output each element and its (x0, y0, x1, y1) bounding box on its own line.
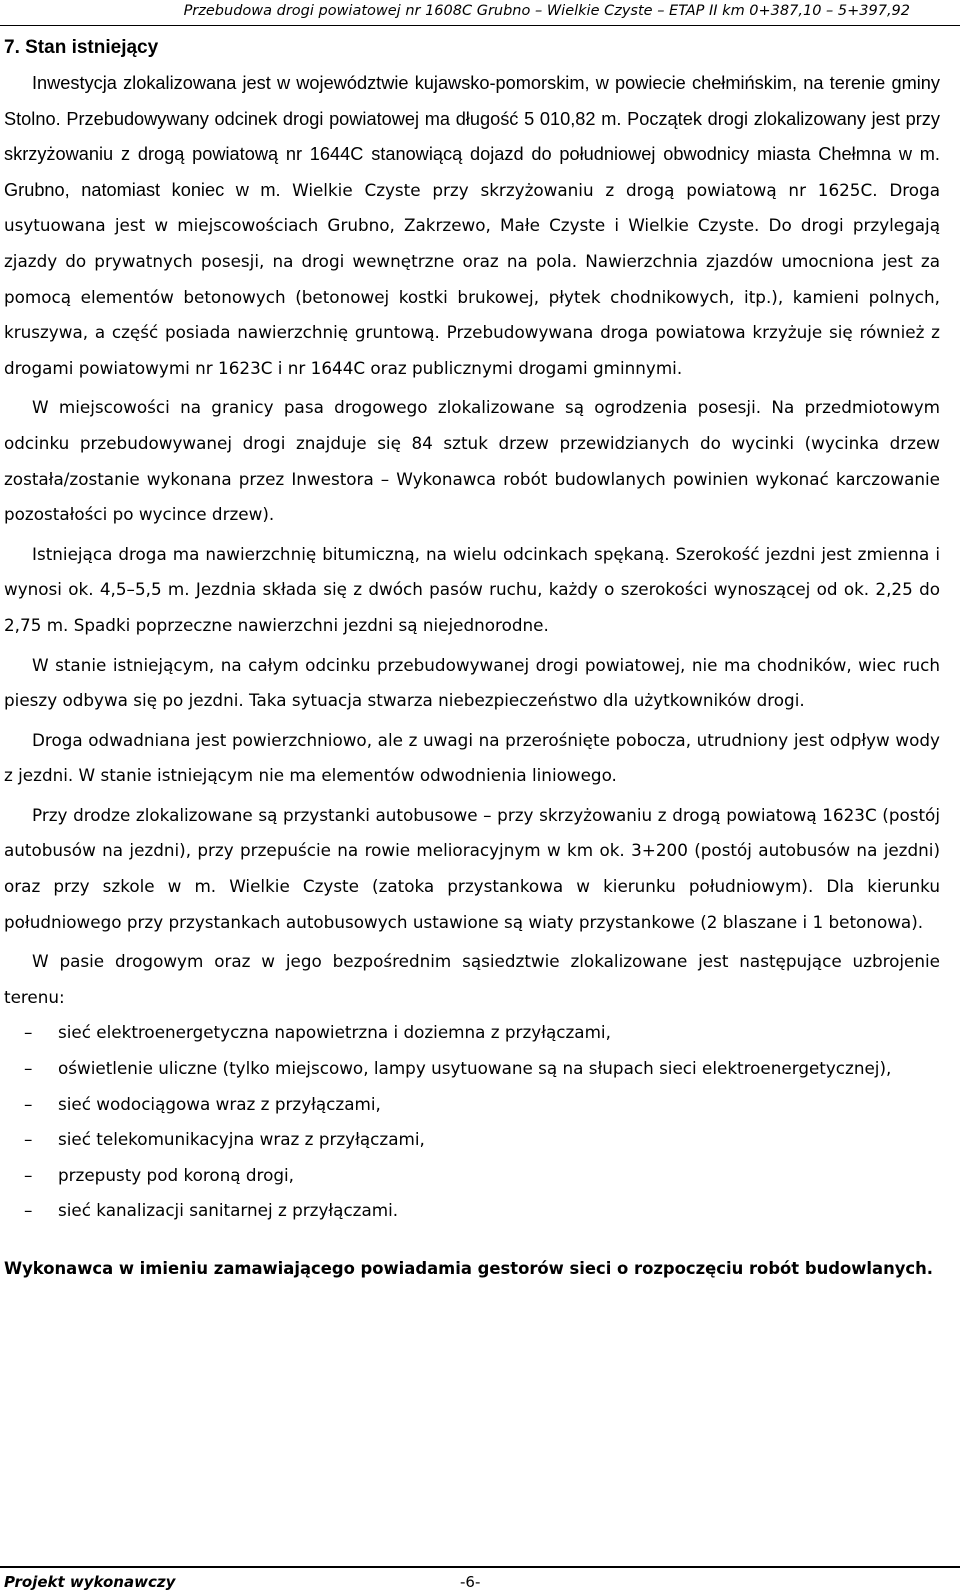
page-number: -6- (460, 1573, 481, 1591)
dash-marker: – (24, 1200, 33, 1221)
page-footer (0, 1566, 960, 1596)
list-item (4, 1087, 940, 1123)
paragraph-location-continued: Wielkie Czyste przy skrzyżowaniu z drogą powiatową nr 1625C. Droga usytuowana jest w miejscowościach Grubno, Zakrzewo, Małe Czyste i Wielkie Czyste. Do drogi przylegają zjazdy do prywatnych posesji, na drogi wewnętrzne oraz na pola. Nawierzchnia zjazdów umocniona jest za pomocą elementów betonowych (betonowej kostki brukowej, płytek chodnikowych, itp.), kamieni polnych, kruszywa, a część posiada nawierzchnię gruntową. Przebudowywana droga powiatowa krzyżuje się również z drogami powiatowymi nr 1623C i nr 1644C oraz publicznymi drogami gminnymi. (4, 179, 940, 378)
running-header (0, 0, 960, 26)
paragraph-fences-trees: W miejscowości na granicy pasa drogowego zlokalizowane są ogrodzenia posesji. Na przedmiotowym odcinku przebudowywanej drogi znajduje się 84 sztuk drzew przewidzianych do wycinki (wycinka drzew została/zostanie wykonana przez Inwestora – Wykonawca robót budowlanych powinien wykonać karczowanie pozostałości po wycince drzew). (4, 397, 940, 525)
dash-marker: – (24, 1093, 33, 1114)
contractor-note: Wykonawca w imieniu zamawiającego powiadamia gestorów sieci o rozpoczęciu robót budowlanych. (4, 1259, 934, 1278)
list-item (4, 1122, 940, 1158)
footer-project-label: Projekt wykonawczy (4, 1573, 176, 1591)
list-item-text: sieć kanalizacji sanitarnej z przyłączami. (58, 1200, 399, 1221)
list-item-text: sieć elektroenergetyczna napowietrzna i doziemna z przyłączami, (58, 1022, 611, 1043)
dash-marker: – (24, 1022, 33, 1043)
list-item-text: oświetlenie uliczne (tylko miejscowo, lampy usytuowane są na słupach sieci elektroenergetycznej), (58, 1058, 892, 1079)
utilities-list (4, 1015, 940, 1229)
dash-marker: – (24, 1058, 33, 1079)
paragraph-sidewalks: W stanie istniejącym, na całym odcinku przebudowywanej drogi powiatowej, nie ma chodników, wiec ruch pieszy odbywa się po jezdni. Taka sytuacja stwarza niebezpieczeństwo dla użytkowników drogi. (4, 654, 940, 711)
paragraph-location (4, 66, 940, 386)
list-item (4, 1051, 940, 1087)
list-item (4, 1193, 940, 1229)
list-item-text: przepusty pod koroną drogi, (58, 1164, 295, 1185)
section-title: 7. Stan istniejący (4, 37, 159, 58)
paragraph-bus-stops: Przy drodze zlokalizowane są przystanki autobusowe – przy skrzyżowaniu z drogą powiatową 1623C (postój autobusów na jezdni), przy przepuście na rowie melioracyjnym w km ok. 3+200 (postój autobusów na jezdni) oraz przy szkole w m. Wielkie Czyste (zatoka przystankowa w kierunku południowym). Dla kierunku południowego przy przystankach autobusowych ustawione są wiaty przystankowe (2 blaszane i 1 betonowa). (4, 804, 940, 932)
paragraph-surface: Istniejąca droga ma nawierzchnię bitumiczną, na wielu odcinkach spękaną. Szerokość jezdni jest zmienna i wynosi ok. 4,5–5,5 m. Jezdnia składa się z dwóch pasów ruchu, każdy o szerokości wynoszącej od ok. 2,25 do 2,75 m. Spadki poprzeczne nawierzchni jezdni są niejednorodne. (4, 543, 940, 635)
list-item-text: sieć telekomunikacyjna wraz z przyłączami, (58, 1129, 425, 1150)
dash-marker: – (24, 1164, 33, 1185)
list-item-text: sieć wodociągowa wraz z przyłączami, (58, 1093, 381, 1114)
paragraph-drainage: Droga odwadniana jest powierzchniowo, ale z uwagi na przerośnięte pobocza, utrudniony jest odpływ wody z jezdni. W stanie istniejącym nie ma elementów odwodnienia liniowego. (4, 729, 940, 786)
document-body (4, 30, 940, 1284)
list-item (4, 1158, 940, 1194)
paragraph-location-text: Inwestycja zlokalizowana jest w województwie kujawsko-pomorskim, w powiecie chełmińskim, na terenie gminy Stolno. Przebudowywany odcinek drogi powiatowej ma długość 5 010,82 m. Początek drogi zlokalizowany jest przy skrzyżowaniu z drogą powiatową nr 1644C stanowiącą dojazd do południowej obwodnicy miasta Chełmna w m. Grubno, natomiast koniec w m. (4, 73, 940, 200)
dash-marker: – (24, 1129, 33, 1150)
running-header-title: Przebudowa drogi powiatowej nr 1608C Grubno – Wielkie Czyste – ETAP II km 0+387,10 – 5+397,92 (183, 3, 910, 19)
paragraph-utilities-intro: W pasie drogowym oraz w jego bezpośrednim sąsiedztwie zlokalizowane jest następujące uzbrojenie terenu: (4, 951, 940, 1007)
list-item (4, 1015, 940, 1051)
